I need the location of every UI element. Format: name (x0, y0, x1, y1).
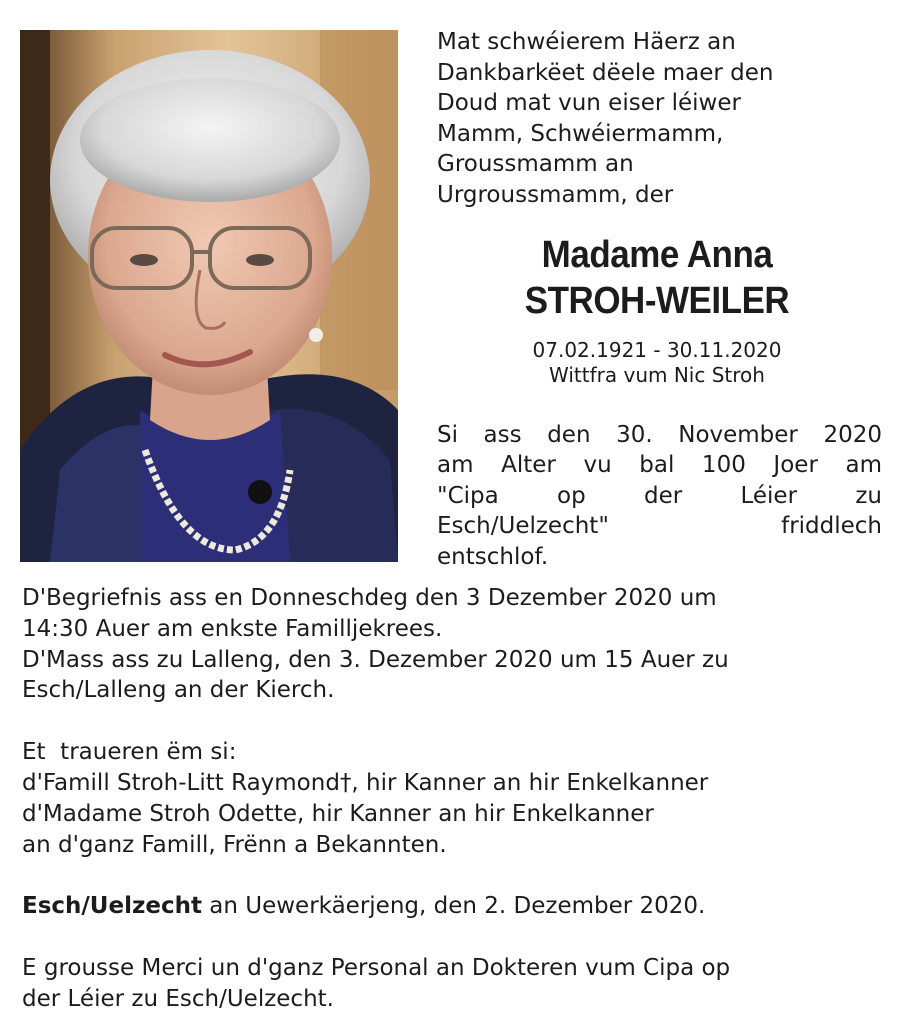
intro-line: Mamm, Schwéiermamm, (437, 120, 724, 147)
portrait-photo (20, 30, 398, 562)
details-line: Si ass den 30. November 2020 (437, 422, 882, 448)
intro-line: Dankbarkëet dëele maer den (437, 59, 774, 86)
funeral-line: 14:30 Auer am enkste Familljekrees. (22, 615, 443, 642)
intro-text (437, 27, 887, 211)
details-line: Esch/Uelzecht" friddlech (437, 513, 882, 540)
mourners-line: d'Famill Stroh-Litt Raymond†, hir Kanner an hir Enkelkanner (22, 769, 709, 796)
mourners-line: d'Madame Stroh Odette, hir Kanner an hir Enkelkanner (22, 800, 654, 827)
details-line: "Cipa op der Léier zu (437, 482, 882, 509)
death-details (437, 420, 882, 572)
place-date-rest: an Uewerkäerjeng, den 2. Dezember 2020. (201, 893, 706, 920)
place-date-line (22, 891, 888, 922)
funeral-line: D'Begriefnis ass en Donneschdeg den 3 Dezember 2020 um (22, 585, 717, 611)
details-line: am Alter vu bal 100 Joer am (437, 452, 882, 479)
thanks-line: der Léier zu Esch/Uelzecht. (22, 985, 334, 1012)
details-line: entschlof. (437, 543, 549, 570)
deceased-first-name: Madame Anna (541, 234, 773, 276)
portrait-icon (20, 30, 398, 562)
intro-line: Mat schwéierem Häerz an (437, 29, 736, 55)
life-dates: 07.02.1921 - 30.11.2020 (532, 338, 782, 362)
thanks-line: E grousse Merci un d'ganz Personal an Dokteren vum Cipa op (22, 955, 731, 982)
announcement-body (22, 583, 888, 1015)
intro-line: Groussmamm an (437, 151, 634, 178)
mass-line: D'Mass ass zu Lalleng, den 3. Dezember 2020 um 15 Auer zu (22, 646, 729, 673)
deceased-name-block (437, 232, 877, 388)
intro-line: Urgroussmamm, der (437, 181, 674, 208)
mourners-heading: Et traueren ëm si: (22, 739, 237, 766)
deceased-last-name: STROH-WEILER (524, 280, 790, 322)
widow-of: Wittfra vum Nic Stroh (549, 363, 765, 387)
mourners-line: an d'ganz Famill, Frënn a Bekannten. (22, 831, 447, 858)
place-name: Esch/Uelzecht (22, 893, 202, 920)
intro-line: Doud mat vun eiser léiwer (437, 90, 741, 117)
life-dates-block (437, 338, 877, 388)
mass-line: Esch/Lalleng an der Kierch. (22, 677, 335, 704)
